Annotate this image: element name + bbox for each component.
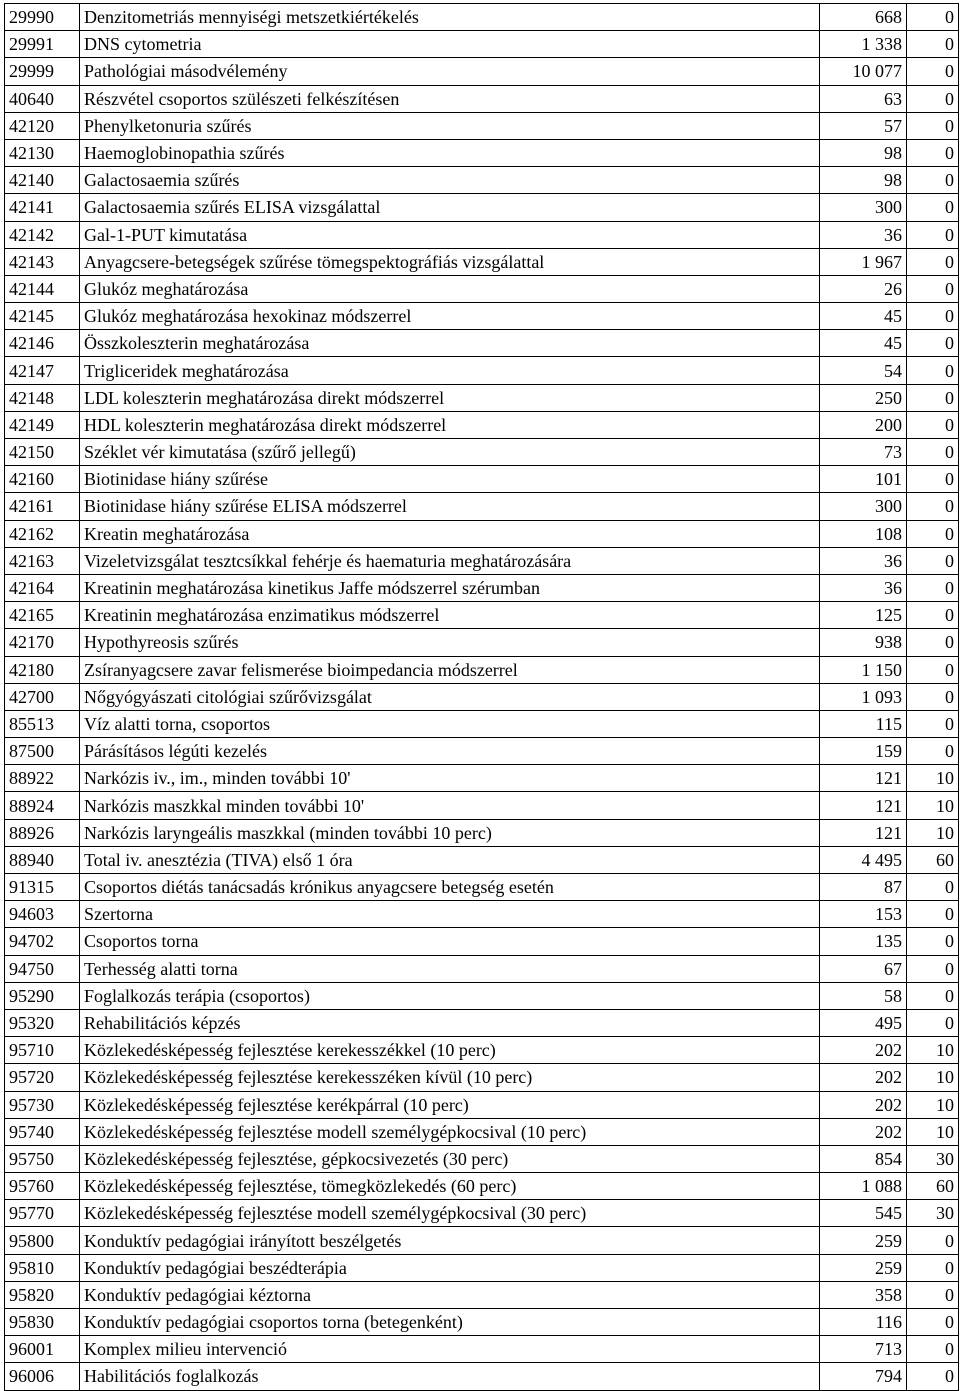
minutes-cell: 0	[907, 901, 959, 928]
table-row	[5, 765, 959, 792]
minutes-cell: 0	[907, 710, 959, 737]
minutes-cell: 0	[907, 1363, 959, 1390]
name-cell: Kreatinin meghatározása kinetikus Jaffe módszerrel szérumban	[80, 574, 820, 601]
name-cell: Összkoleszterin meghatározása	[80, 330, 820, 357]
table-row	[5, 656, 959, 683]
minutes-cell: 10	[907, 792, 959, 819]
name-cell: Pathológiai másodvélemény	[80, 58, 820, 85]
name-cell: Terhesség alatti torna	[80, 955, 820, 982]
minutes-cell: 0	[907, 4, 959, 31]
table-row	[5, 439, 959, 466]
name-cell: Közlekedésképesség fejlesztése, gépkocsivezetés (30 perc)	[80, 1145, 820, 1172]
table-row	[5, 1281, 959, 1308]
points-cell: 250	[820, 384, 907, 411]
name-cell: Anyagcsere-betegségek szűrése tömegspektográfiás vizsgálattal	[80, 248, 820, 275]
code-cell: 42163	[5, 547, 80, 574]
code-cell: 42144	[5, 275, 80, 302]
minutes-cell: 0	[907, 194, 959, 221]
table-row	[5, 194, 959, 221]
points-cell: 1 967	[820, 248, 907, 275]
points-cell: 36	[820, 574, 907, 601]
minutes-cell: 0	[907, 547, 959, 574]
name-cell: Konduktív pedagógiai kéztorna	[80, 1281, 820, 1308]
points-cell: 115	[820, 710, 907, 737]
code-cell: 95320	[5, 1009, 80, 1036]
code-cell: 88940	[5, 846, 80, 873]
points-cell: 73	[820, 439, 907, 466]
table-row	[5, 629, 959, 656]
table-row	[5, 901, 959, 928]
points-cell: 200	[820, 411, 907, 438]
points-cell: 545	[820, 1200, 907, 1227]
code-cell: 87500	[5, 738, 80, 765]
table-row	[5, 602, 959, 629]
points-cell: 202	[820, 1064, 907, 1091]
code-cell: 95800	[5, 1227, 80, 1254]
minutes-cell: 0	[907, 466, 959, 493]
name-cell: Konduktív pedagógiai csoportos torna (betegenként)	[80, 1309, 820, 1336]
code-cell: 42130	[5, 139, 80, 166]
points-cell: 153	[820, 901, 907, 928]
table-row	[5, 1145, 959, 1172]
code-cell: 42147	[5, 357, 80, 384]
minutes-cell: 0	[907, 85, 959, 112]
minutes-cell: 0	[907, 656, 959, 683]
name-cell: Komplex milieu intervenció	[80, 1336, 820, 1363]
code-cell: 42161	[5, 493, 80, 520]
code-cell: 42149	[5, 411, 80, 438]
code-cell: 88924	[5, 792, 80, 819]
points-cell: 300	[820, 493, 907, 520]
name-cell: Közlekedésképesség fejlesztése kerékpárral (10 perc)	[80, 1091, 820, 1118]
points-cell: 495	[820, 1009, 907, 1036]
table-row	[5, 167, 959, 194]
table-row	[5, 1254, 959, 1281]
points-cell: 259	[820, 1227, 907, 1254]
points-cell: 713	[820, 1336, 907, 1363]
name-cell: HDL koleszterin meghatározása direkt módszerrel	[80, 411, 820, 438]
name-cell: DNS cytometria	[80, 31, 820, 58]
code-cell: 95770	[5, 1200, 80, 1227]
table-row	[5, 955, 959, 982]
code-cell: 95290	[5, 982, 80, 1009]
code-cell: 95710	[5, 1037, 80, 1064]
points-cell: 938	[820, 629, 907, 656]
code-cell: 42145	[5, 303, 80, 330]
minutes-cell: 10	[907, 765, 959, 792]
table-row	[5, 1037, 959, 1064]
points-cell: 202	[820, 1118, 907, 1145]
points-cell: 54	[820, 357, 907, 384]
minutes-cell: 30	[907, 1145, 959, 1172]
points-cell: 36	[820, 221, 907, 248]
table-row	[5, 1336, 959, 1363]
name-cell: Víz alatti torna, csoportos	[80, 710, 820, 737]
code-cell: 95730	[5, 1091, 80, 1118]
points-cell: 794	[820, 1363, 907, 1390]
points-cell: 10 077	[820, 58, 907, 85]
code-cell: 42141	[5, 194, 80, 221]
name-cell: Közlekedésképesség fejlesztése kerekesszékkel (10 perc)	[80, 1037, 820, 1064]
minutes-cell: 0	[907, 303, 959, 330]
name-cell: Gal-1-PUT kimutatása	[80, 221, 820, 248]
points-cell: 63	[820, 85, 907, 112]
minutes-cell: 0	[907, 602, 959, 629]
code-cell: 91315	[5, 874, 80, 901]
table-row	[5, 85, 959, 112]
minutes-cell: 0	[907, 982, 959, 1009]
code-cell: 88926	[5, 819, 80, 846]
minutes-cell: 0	[907, 221, 959, 248]
minutes-cell: 0	[907, 112, 959, 139]
name-cell: Párásításos légúti kezelés	[80, 738, 820, 765]
minutes-cell: 0	[907, 1309, 959, 1336]
name-cell: Kreatin meghatározása	[80, 520, 820, 547]
points-cell: 98	[820, 167, 907, 194]
minutes-cell: 30	[907, 1200, 959, 1227]
minutes-cell: 0	[907, 738, 959, 765]
minutes-cell: 0	[907, 520, 959, 547]
points-cell: 135	[820, 928, 907, 955]
table-row	[5, 493, 959, 520]
name-cell: Csoportos diétás tanácsadás krónikus anyagcsere betegség esetén	[80, 874, 820, 901]
table-row	[5, 1009, 959, 1036]
minutes-cell: 60	[907, 1173, 959, 1200]
table-row	[5, 58, 959, 85]
minutes-cell: 0	[907, 439, 959, 466]
points-cell: 854	[820, 1145, 907, 1172]
minutes-cell: 60	[907, 846, 959, 873]
code-cell: 29991	[5, 31, 80, 58]
table-row	[5, 874, 959, 901]
code-cell: 95810	[5, 1254, 80, 1281]
table-row	[5, 357, 959, 384]
table-row	[5, 275, 959, 302]
points-cell: 358	[820, 1281, 907, 1308]
name-cell: Denzitometriás mennyiségi metszetkiértékelés	[80, 4, 820, 31]
minutes-cell: 0	[907, 1009, 959, 1036]
name-cell: Közlekedésképesség fejlesztése modell személygépkocsival (10 perc)	[80, 1118, 820, 1145]
table-row	[5, 928, 959, 955]
name-cell: LDL koleszterin meghatározása direkt módszerrel	[80, 384, 820, 411]
minutes-cell: 10	[907, 1091, 959, 1118]
code-cell: 42120	[5, 112, 80, 139]
points-cell: 26	[820, 275, 907, 302]
code-cell: 40640	[5, 85, 80, 112]
code-cell: 95740	[5, 1118, 80, 1145]
code-cell: 42146	[5, 330, 80, 357]
minutes-cell: 0	[907, 330, 959, 357]
points-cell: 202	[820, 1091, 907, 1118]
points-cell: 1 088	[820, 1173, 907, 1200]
minutes-cell: 0	[907, 629, 959, 656]
minutes-cell: 0	[907, 574, 959, 601]
name-cell: Vizeletvizsgálat tesztcsíkkal fehérje és haematuria meghatározására	[80, 547, 820, 574]
minutes-cell: 0	[907, 1227, 959, 1254]
minutes-cell: 0	[907, 411, 959, 438]
points-cell: 101	[820, 466, 907, 493]
table-row	[5, 248, 959, 275]
points-cell: 45	[820, 303, 907, 330]
minutes-cell: 0	[907, 1336, 959, 1363]
table-row	[5, 1064, 959, 1091]
points-cell: 159	[820, 738, 907, 765]
code-cell: 88922	[5, 765, 80, 792]
name-cell: Rehabilitációs képzés	[80, 1009, 820, 1036]
name-cell: Glukóz meghatározása hexokinaz módszerrel	[80, 303, 820, 330]
points-cell: 121	[820, 819, 907, 846]
points-cell: 202	[820, 1037, 907, 1064]
code-cell: 29999	[5, 58, 80, 85]
table-row	[5, 846, 959, 873]
code-cell: 85513	[5, 710, 80, 737]
name-cell: Kreatinin meghatározása enzimatikus módszerrel	[80, 602, 820, 629]
minutes-cell: 0	[907, 1281, 959, 1308]
minutes-cell: 10	[907, 819, 959, 846]
minutes-cell: 0	[907, 384, 959, 411]
code-cell: 42148	[5, 384, 80, 411]
points-cell: 36	[820, 547, 907, 574]
name-cell: Narkózis iv., im., minden további 10'	[80, 765, 820, 792]
code-cell: 42162	[5, 520, 80, 547]
name-cell: Galactosaemia szűrés	[80, 167, 820, 194]
code-cell: 95830	[5, 1309, 80, 1336]
table-row	[5, 303, 959, 330]
table-row	[5, 4, 959, 31]
minutes-cell: 0	[907, 357, 959, 384]
code-cell: 42165	[5, 602, 80, 629]
minutes-cell: 10	[907, 1118, 959, 1145]
code-cell: 94702	[5, 928, 80, 955]
code-cell: 96006	[5, 1363, 80, 1390]
points-cell: 259	[820, 1254, 907, 1281]
name-cell: Haemoglobinopathia szűrés	[80, 139, 820, 166]
table-row	[5, 1118, 959, 1145]
points-cell: 57	[820, 112, 907, 139]
name-cell: Csoportos torna	[80, 928, 820, 955]
minutes-cell: 0	[907, 928, 959, 955]
name-cell: Biotinidase hiány szűrése ELISA módszerrel	[80, 493, 820, 520]
code-cell: 95720	[5, 1064, 80, 1091]
name-cell: Közlekedésképesség fejlesztése, tömegközlekedés (60 perc)	[80, 1173, 820, 1200]
code-cell: 94603	[5, 901, 80, 928]
table-row	[5, 982, 959, 1009]
table-row	[5, 411, 959, 438]
name-cell: Széklet vér kimutatása (szűrő jellegű)	[80, 439, 820, 466]
table-row	[5, 547, 959, 574]
name-cell: Konduktív pedagógiai beszédterápia	[80, 1254, 820, 1281]
minutes-cell: 0	[907, 955, 959, 982]
code-cell: 42180	[5, 656, 80, 683]
code-cell: 42143	[5, 248, 80, 275]
points-cell: 108	[820, 520, 907, 547]
minutes-cell: 0	[907, 139, 959, 166]
table-row	[5, 792, 959, 819]
table-row	[5, 1091, 959, 1118]
points-cell: 87	[820, 874, 907, 901]
table-row	[5, 819, 959, 846]
name-cell: Narkózis laryngeális maszkkal (minden további 10 perc)	[80, 819, 820, 846]
code-cell: 96001	[5, 1336, 80, 1363]
name-cell: Habilitációs foglalkozás	[80, 1363, 820, 1390]
name-cell: Glukóz meghatározása	[80, 275, 820, 302]
code-cell: 42142	[5, 221, 80, 248]
code-cell: 42140	[5, 167, 80, 194]
points-cell: 116	[820, 1309, 907, 1336]
table-row	[5, 1200, 959, 1227]
code-cell: 95760	[5, 1173, 80, 1200]
code-cell: 42150	[5, 439, 80, 466]
minutes-cell: 0	[907, 493, 959, 520]
table-row	[5, 1227, 959, 1254]
table-row	[5, 1173, 959, 1200]
table-row	[5, 738, 959, 765]
name-cell: Total iv. anesztézia (TIVA) első 1 óra	[80, 846, 820, 873]
name-cell: Konduktív pedagógiai irányított beszélgetés	[80, 1227, 820, 1254]
points-cell: 4 495	[820, 846, 907, 873]
code-cell: 42160	[5, 466, 80, 493]
minutes-cell: 10	[907, 1037, 959, 1064]
minutes-cell: 10	[907, 1064, 959, 1091]
table-row	[5, 1363, 959, 1390]
name-cell: Zsíranyagcsere zavar felismerése bioimpedancia módszerrel	[80, 656, 820, 683]
name-cell: Részvétel csoportos szülészeti felkészítésen	[80, 85, 820, 112]
points-cell: 121	[820, 792, 907, 819]
table-row	[5, 31, 959, 58]
name-cell: Nőgyógyászati citológiai szűrővizsgálat	[80, 683, 820, 710]
table-row	[5, 520, 959, 547]
minutes-cell: 0	[907, 167, 959, 194]
minutes-cell: 0	[907, 1254, 959, 1281]
points-cell: 67	[820, 955, 907, 982]
table-row	[5, 384, 959, 411]
code-cell: 95820	[5, 1281, 80, 1308]
name-cell: Hypothyreosis szűrés	[80, 629, 820, 656]
table-row	[5, 112, 959, 139]
name-cell: Galactosaemia szűrés ELISA vizsgálattal	[80, 194, 820, 221]
points-cell: 58	[820, 982, 907, 1009]
procedure-code-table	[4, 3, 959, 1391]
points-cell: 121	[820, 765, 907, 792]
table-row	[5, 710, 959, 737]
table-row	[5, 574, 959, 601]
table-row	[5, 221, 959, 248]
name-cell: Közlekedésképesség fejlesztése modell személygépkocsival (30 perc)	[80, 1200, 820, 1227]
name-cell: Szertorna	[80, 901, 820, 928]
table-body	[5, 4, 959, 1391]
minutes-cell: 0	[907, 683, 959, 710]
points-cell: 45	[820, 330, 907, 357]
points-cell: 300	[820, 194, 907, 221]
table-row	[5, 139, 959, 166]
points-cell: 1 150	[820, 656, 907, 683]
minutes-cell: 0	[907, 58, 959, 85]
points-cell: 125	[820, 602, 907, 629]
minutes-cell: 0	[907, 31, 959, 58]
minutes-cell: 0	[907, 874, 959, 901]
points-cell: 1 093	[820, 683, 907, 710]
name-cell: Biotinidase hiány szűrése	[80, 466, 820, 493]
name-cell: Trigliceridek meghatározása	[80, 357, 820, 384]
points-cell: 1 338	[820, 31, 907, 58]
code-cell: 42170	[5, 629, 80, 656]
code-cell: 42164	[5, 574, 80, 601]
table-row	[5, 466, 959, 493]
code-cell: 29990	[5, 4, 80, 31]
code-cell: 42700	[5, 683, 80, 710]
table-row	[5, 1309, 959, 1336]
table-row	[5, 683, 959, 710]
code-cell: 95750	[5, 1145, 80, 1172]
name-cell: Foglalkozás terápia (csoportos)	[80, 982, 820, 1009]
table-row	[5, 330, 959, 357]
name-cell: Közlekedésképesség fejlesztése kerekesszéken kívül (10 perc)	[80, 1064, 820, 1091]
name-cell: Narkózis maszkkal minden további 10'	[80, 792, 820, 819]
minutes-cell: 0	[907, 248, 959, 275]
minutes-cell: 0	[907, 275, 959, 302]
code-cell: 94750	[5, 955, 80, 982]
points-cell: 668	[820, 4, 907, 31]
name-cell: Phenylketonuria szűrés	[80, 112, 820, 139]
points-cell: 98	[820, 139, 907, 166]
